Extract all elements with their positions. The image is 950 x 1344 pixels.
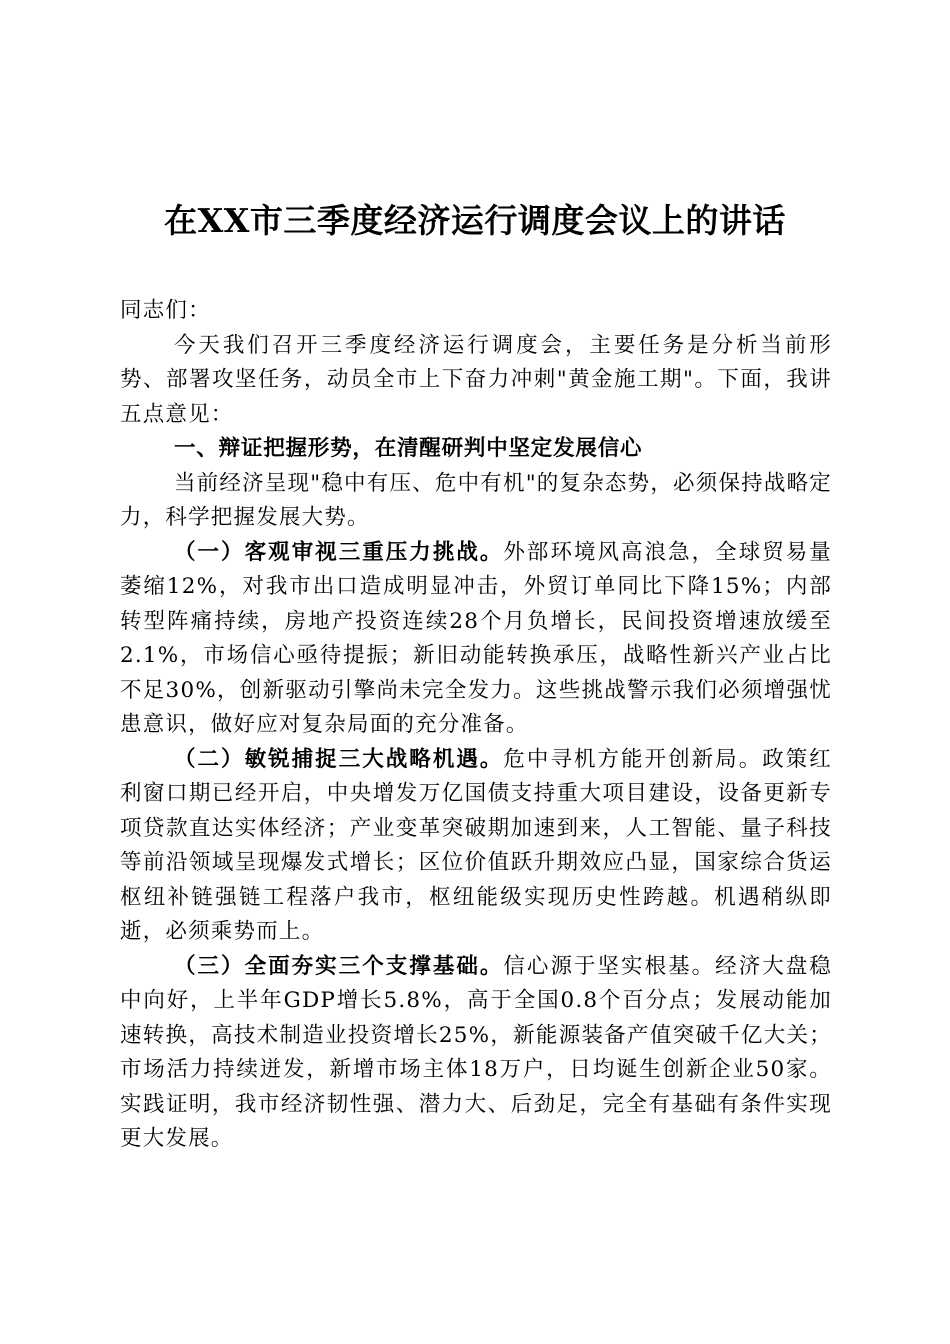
subsection-3-text: 信心源于坚实根基。经济大盘稳中向好，上半年GDP增长5.8%，高于全国0.8个百分点；发展动能加速转换，高技术制造业投资增长25%，新能源装备产值突破千亿大关；市场活力持续迸发，新增市场主体18万户，日均诞生创新企业50家。实践证明，我市经济韧性强、潜力大、后劲足，完全有基础有条件实现更大发展。 [120, 953, 832, 1151]
intro-paragraph: 今天我们召开三季度经济运行调度会，主要任务是分析当前形势、部署攻坚任务，动员全市上下奋力冲刺"黄金施工期"。下面，我讲五点意见： [120, 332, 832, 427]
subsection-1-text: 外部环境风高浪急，全球贸易量萎缩12%，对我市出口造成明显冲击，外贸订单同比下降15%；内部转型阵痛持续，房地产投资连续28个月负增长，民间投资增速放缓至2.1%，市场信心亟待提振；新旧动能转换承压，战略性新兴产业占比不足30%，创新驱动引擎尚未完全发力。这些挑战警示我们必须增强忧患意识，做好应对复杂局面的充分准备。 [120, 539, 832, 737]
subsection-2-text: 危中寻机方能开创新局。政策红利窗口期已经开启，中央增发万亿国债支持重大项目建设，设备更新专项贷款直达实体经济；产业变革突破期加速到来，人工智能、量子科技等前沿领域呈现爆发式增长；区位价值跃升期效应凸显，国家综合货运枢纽补链强链工程落户我市，枢纽能级实现历史性跨越。机遇稍纵即逝，必须乘势而上。 [120, 746, 832, 944]
subsection-3-heading: （三）全面夯实三个支撑基础。 [174, 953, 504, 979]
document-body [120, 294, 832, 1157]
section1-intro-paragraph: 当前经济呈现"稳中有压、危中有机"的复杂态势，必须保持战略定力，科学把握发展大势。 [120, 470, 832, 530]
subsection-2-heading: （二）敏锐捕捉三大战略机遇。 [174, 746, 504, 772]
salutation: 同志们： [120, 298, 211, 323]
document-title: 在XX市三季度经济运行调度会议上的讲话 [164, 201, 786, 240]
subsection-1-paragraph [120, 536, 832, 743]
section-heading-1: 一、辩证把握形势，在清醒研判中坚定发展信心 [174, 436, 643, 461]
subsection-3-paragraph [120, 950, 832, 1157]
subsection-2-paragraph [120, 743, 832, 950]
subsection-1-heading: （一）客观审视三重压力挑战。 [174, 539, 504, 565]
